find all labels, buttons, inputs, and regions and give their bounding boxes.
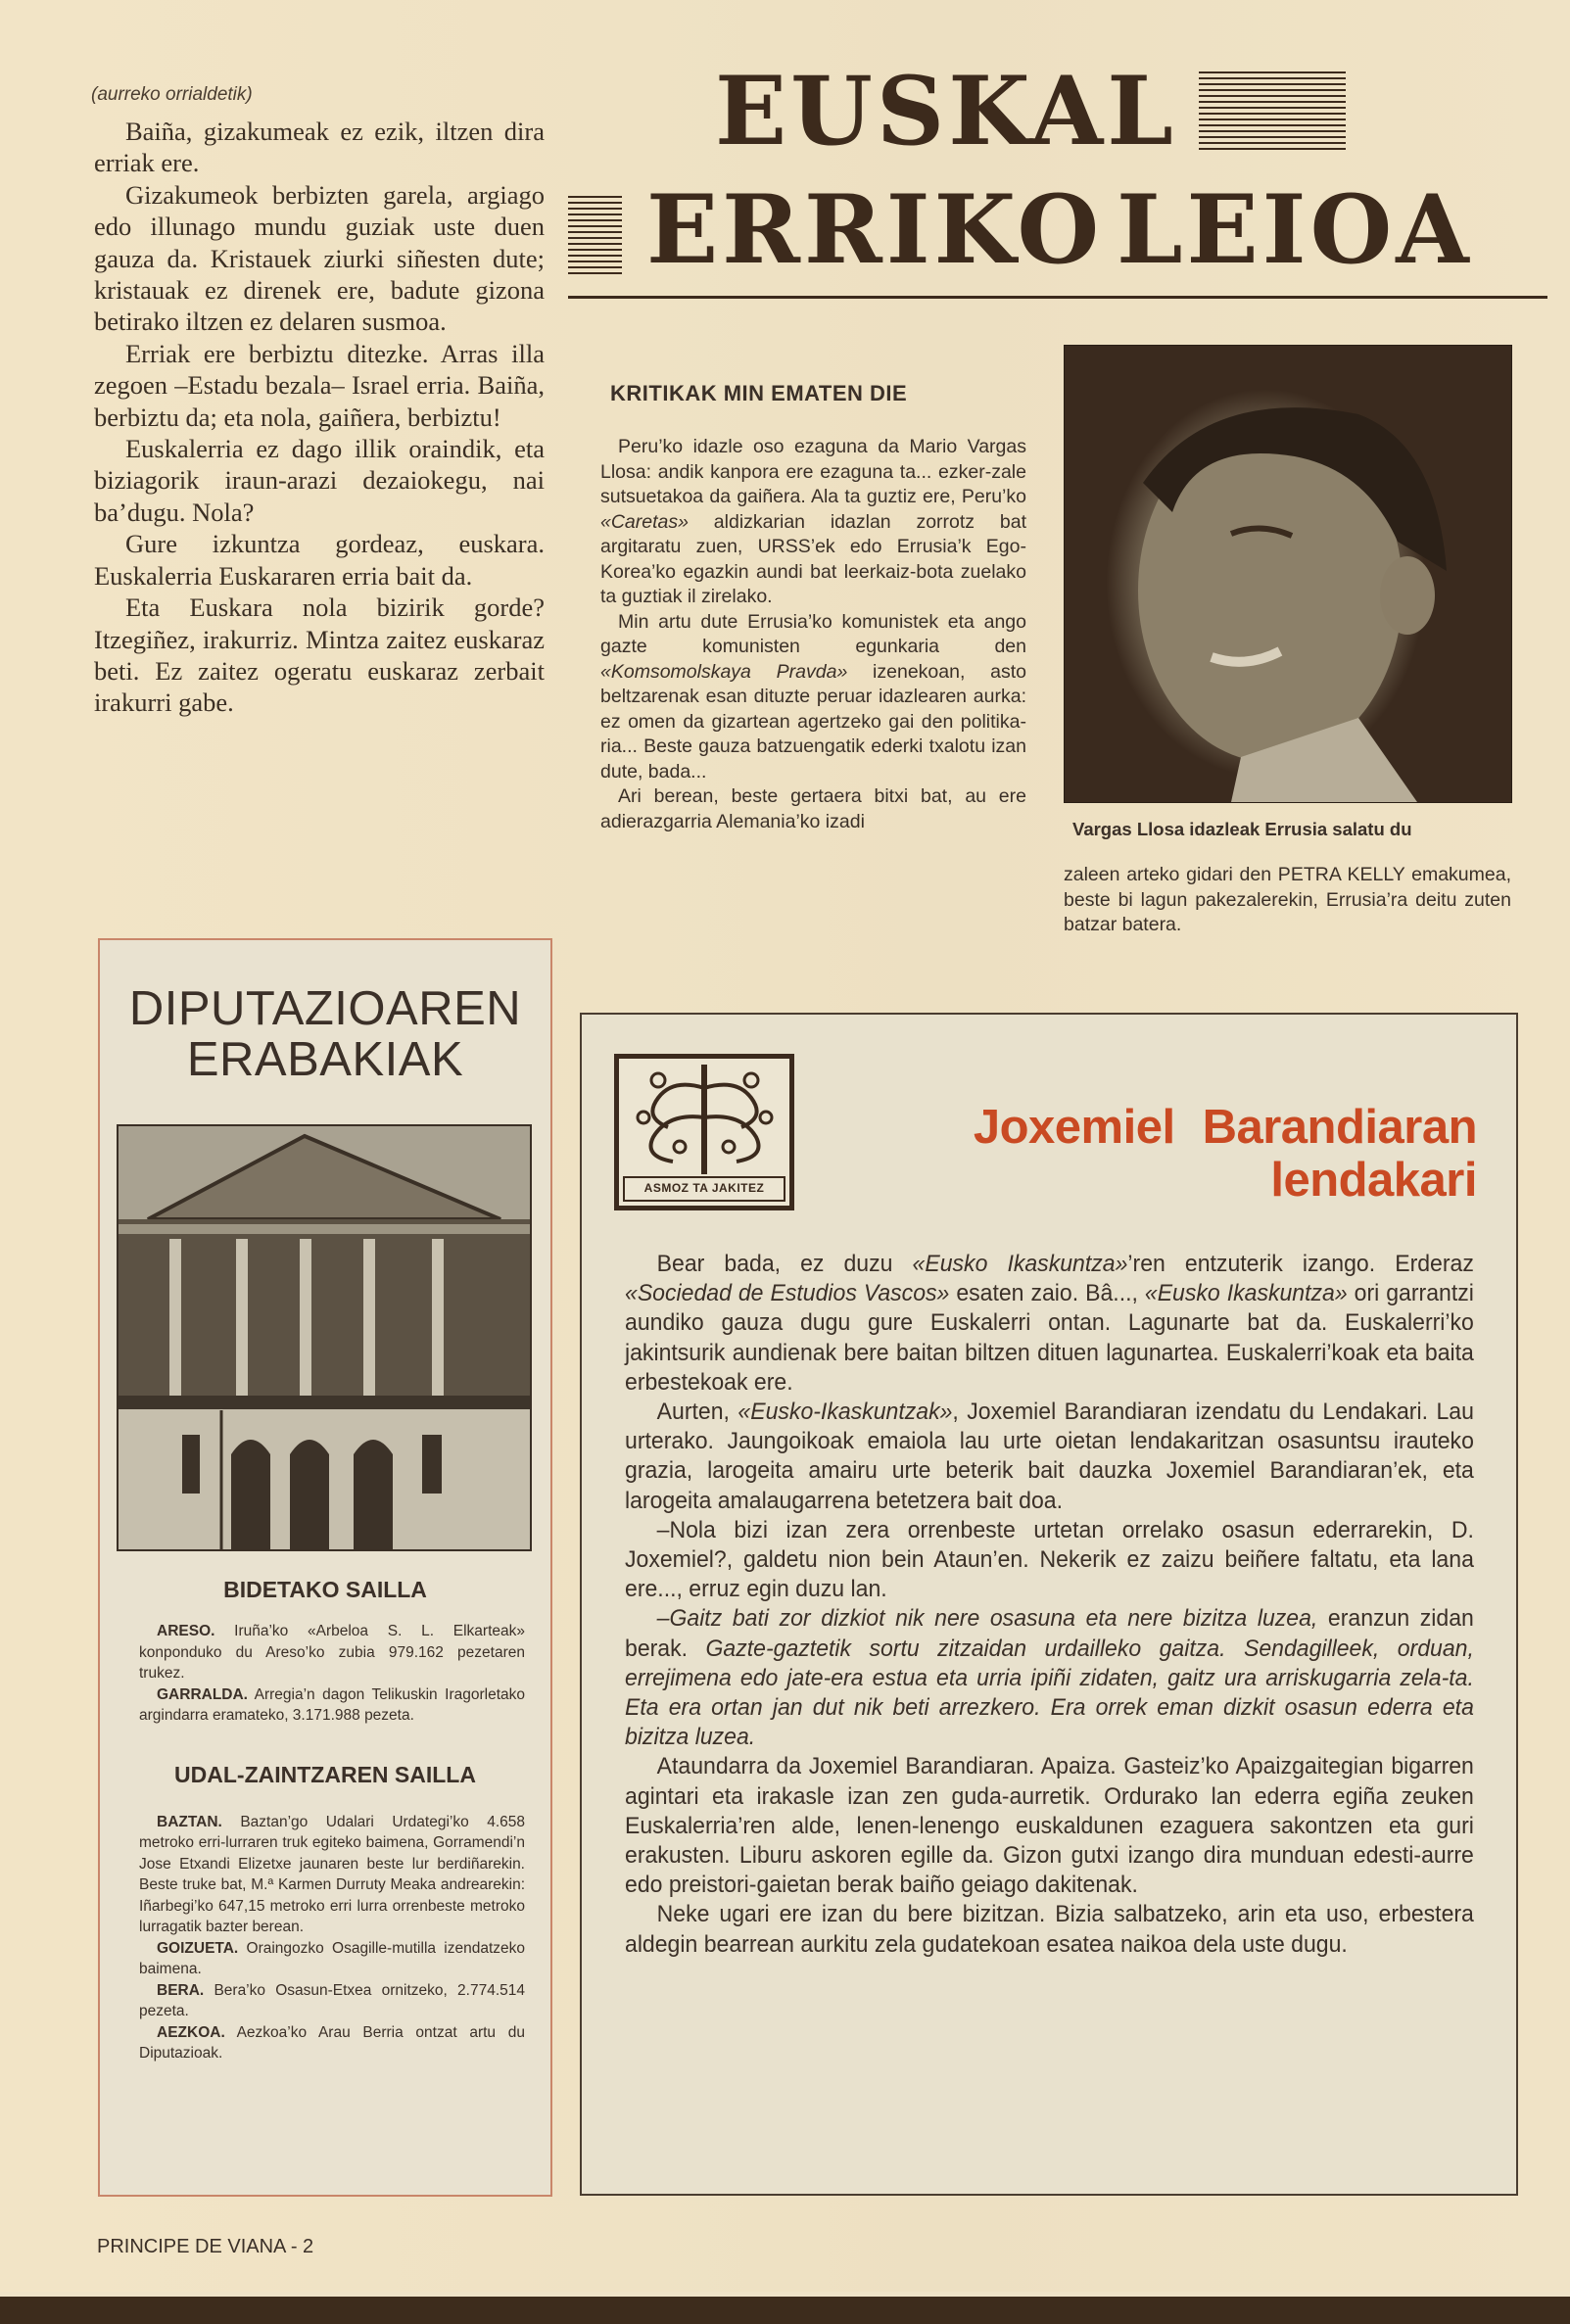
text-run: aldizkarian idazlan zorrotz bat argitaratu zuen, URSS’ek edo Errusia’k Ego-Korea’ko egazkin aundi bat leerkaiz-bota zuelako ta guztiak il zirelako. [600, 510, 1026, 607]
column [363, 1239, 375, 1396]
masthead-word-leioa: LEIOA [1117, 174, 1473, 285]
entry-place: GOIZUETA. [157, 1939, 239, 1957]
building-illustration [119, 1126, 530, 1549]
entry-text: Iruña’ko «Arbeloa S. L. Elkarteak» konponduko du Areso’ko zubia 979.162 pezetaren trukez. [139, 1623, 525, 1682]
article-paragraph [600, 610, 1026, 785]
entry-text: Baztan’go Udalari Urdategi’ko 4.658 metroko erri-lurraren truk egiteko baimena, Gorramendi’n Jose Etxandi Elizetxe jaunaren beste lur berdiñarekin. Beste truke bat, M.ª Karmen Durruty Meaka andrearekin: Iñarbegi’ko 647,15 metroko erri lurra orrenbeste metroko lurragatik bazter berean. [139, 1813, 525, 1935]
arch-door [354, 1440, 393, 1549]
portrait-illustration [1065, 346, 1511, 802]
italic-run: –Gaitz bati zor dizkiot nik nere osasuna eta nere bizitza luzea, [656, 1605, 1318, 1633]
decision-entry [139, 1812, 525, 1938]
barandiaran-article-body [625, 1250, 1474, 1960]
masthead-line-1 [715, 53, 1346, 170]
arch-door [231, 1440, 270, 1549]
entry-text: Arregia’n dagon Telikuskin Iragorletako argindarra eramateko, 3.171.988 pezeta. [139, 1685, 525, 1724]
lead-paragraph: Gure izkuntza gordeaz, euskara. Euskalerria Euskararen erria bait da. [94, 529, 545, 591]
kritikak-article-continuation [1064, 863, 1511, 938]
italic-run: Gazte-gaztetik sortu zitzaidan urdailleko gaitza. Sendagilleek, orduan, errejimena edo jate-era estua eta urria ipiñi zidaten, gaitz ura arriskugarria zela-ta. Eta era ortan jan dut nik beti arrezkero. Era orrek eman dizkit osasun ederra eta bizitza luzea. [625, 1635, 1474, 1751]
text-run: Min artu dute Errusia’ko komunistek eta ango gazte komunisten egunkaria den [600, 610, 1026, 657]
column [432, 1239, 444, 1396]
box-title-line: DIPUTAZIOAREN [128, 982, 522, 1035]
text-run: ’ren entzuterik izango. Erderaz [1127, 1251, 1474, 1277]
headline-word: Barandiaran [1202, 1101, 1477, 1154]
masthead-rule [568, 296, 1547, 299]
ear-shape [1380, 556, 1435, 635]
text-run: Peru’ko idazle oso ezaguna da Mario Vargas Llosa: andik kanpora ere ezaguna ta... ezker-zale sutsuetakoa da gaiñera. Ala ta guztiz ere, Peru’ko [600, 436, 1026, 507]
lead-paragraph: Gizakumeok berbizten garela, argiago edo illunago mundu guziak uste duen gauza da. Kristauek ziurki siñesten dute; kristauak ez direnek ere, badute gizona betirako iltzen ez delaren susmoa. [94, 179, 545, 337]
text-run: Aurten, [656, 1399, 738, 1426]
column [236, 1239, 248, 1396]
article-paragraph [625, 1250, 1474, 1398]
article-paragraph: Ataundarra da Joxemiel Barandiaran. Apaiza. Gasteiz’ko Apaizgaitegian bigarren agintari eta irakasle izan zen guda-aurretik. Ordurako lan ederra egiña zeuken Euskalerria’ren alde, lenen-lenengo euskaldunen ezaguera sakontzen eta guri erakusten. Liburu askoren egille da. Gizon gutxi izango dira munduan edesti-aurre edo preistori-gaietan berak baiño geiago dakitenak. [625, 1753, 1474, 1899]
article-paragraph [625, 1398, 1474, 1516]
entry-place: GARRALDA. [157, 1685, 248, 1703]
window [182, 1435, 200, 1494]
section-entries [139, 1621, 525, 1727]
logo-motto: ASMOZ TA JAKITEZ [623, 1176, 785, 1202]
decision-entry [139, 2022, 525, 2064]
column [169, 1239, 181, 1396]
page-footer: PRINCIPE DE VIANA - 2 [97, 2236, 314, 2257]
italic-run: «Eusko Ikaskuntza» [912, 1251, 1128, 1277]
column [300, 1239, 311, 1396]
article-paragraph: Ari berean, beste gertaera bitxi bat, au ere adierazgarria Alemania’ko izadi [600, 785, 1026, 832]
publication-name: «Caretas» [600, 510, 689, 533]
page-bottom-edge [0, 2297, 1570, 2324]
masthead-stripes-right [1199, 71, 1346, 152]
decision-entry [139, 1621, 525, 1684]
tree-emblem-icon [619, 1059, 789, 1176]
article-headline [889, 1101, 1477, 1207]
entry-text: Bera’ko Osasun-Etxea ornitzeko, 2.774.514 pezeta. [139, 1981, 525, 2019]
masthead-stripes-left [568, 196, 622, 276]
window [422, 1435, 442, 1494]
decision-entry [139, 1980, 525, 2022]
lead-article-body [94, 116, 545, 719]
entry-text: Aezkoa’ko Arau Berria ontzat artu du Diputazioak. [139, 2023, 525, 2062]
text-run: , Joxemiel Barandiaran izendatu du Lendakari. Lau urterako. Jaungoikoak emaiola lau urte oietan lendakaritzan osasuntsu irauteko grazia, larogeita amairu urte beterik bait dauzka Joxemiel Barandiaran’ek, eta larogeita amalaugarrena betetzera bait doa. [625, 1399, 1474, 1514]
article-paragraph [600, 435, 1026, 610]
entry-place: AEZKOA. [157, 2023, 225, 2041]
lead-paragraph: Eta Euskara nola bizirik gorde? Itzegiñez, irakurriz. Mintza zaitez euskaraz beti. Ez zaitez ogeratu euskaraz zerbait irakurri gabe. [94, 593, 545, 718]
cornice [119, 1224, 530, 1234]
headline-line: lendakari [1270, 1154, 1477, 1207]
publication-name: «Komsomolskaya Pravda» [600, 660, 848, 683]
entry-text: Oraingozko Osagille-mutilla izendatzeko baimena. [139, 1939, 525, 1977]
lead-paragraph: Erriak ere berbiztu ditezke. Arras illa zegoen –Estadu bezala– Israel erria. Baiña, berbiztu da; eta nola, gaiñera, berbiztu! [94, 338, 545, 432]
section-entries [139, 1812, 525, 2064]
text-run: eranzun zidan berak. [625, 1605, 1474, 1662]
box-title-line: ERABAKIAK [186, 1033, 464, 1086]
text-run: izenekoan, asto beltzarenak esan dituzte peruar idazlearen aurka: ez omen da gizartean agertzeko gai den politikaria... Beste gauza batzuengatik ederki txalotu izan dute, bada... [600, 660, 1026, 783]
entry-place: BERA. [157, 1981, 205, 1999]
masthead [568, 56, 1547, 304]
box-title [100, 983, 550, 1085]
decision-entry [139, 1684, 525, 1727]
text-run: ori garrantzi aundiko gauza dugu gure Euskalerri ontan. Lagunarte bat da. Euskalerri’ko jakintsurik aundienak bere baitan biltzen dituen lagunartea. Euskalerri’koak eta baita erbestekoak ere. [625, 1280, 1474, 1396]
headline-word: Joxemiel [973, 1101, 1175, 1154]
building-photo-diputazioa [117, 1124, 532, 1551]
lead-paragraph: Euskalerria ez dago illik oraindik, eta biziagorik iraun-arazi dezaiokegu, nai ba’dugu. Nola? [94, 434, 545, 527]
arch-door [290, 1440, 329, 1549]
photo-caption: Vargas Llosa idazleak Errusia salatu du [1072, 819, 1412, 839]
diputazioa-decisions-box [98, 938, 552, 2197]
section-heading: BIDETAKO SAILLA [223, 1577, 427, 1602]
barandiaran-article-box [580, 1013, 1518, 2196]
article-paragraph: zaleen arteko gidari den PETRA KELLY emakumea, beste bi lagun pakezalerekin, Errusia’ra deitu zuten batzar batera. [1064, 864, 1511, 935]
eusko-ikaskuntza-logo [614, 1054, 794, 1210]
masthead-word-euskal: EUSKAL [715, 56, 1177, 166]
article-paragraph: –Nola bizi izan zera orrenbeste urtetan orrelako osasun ederrarekin, D. Joxemiel?, galdetu nion bein Ataun’en. Nekerik ez zaizu beiñere faltatu, eta lana ere..., erruz egin duzu lan. [625, 1516, 1474, 1603]
italic-run: «Eusko Ikaskuntza» [1144, 1280, 1348, 1307]
section-heading: UDAL-ZAINTZAREN SAILLA [174, 1761, 476, 1787]
kritikak-article-body [600, 435, 1026, 834]
portrait-photo-vargas-llosa [1064, 345, 1512, 803]
decision-entry [139, 1938, 525, 1980]
article-paragraph: Neke ugari ere izan du bere bizitzan. Bizia salbatzeko, arin eta uso, erbestera aldegin bearrean aurkitu zela gudatekoan esatea naikoa dela uste dugu. [625, 1901, 1474, 1958]
article-headline: KRITIKAK MIN EMATEN DIE [610, 381, 908, 405]
entry-place: ARESO. [157, 1623, 215, 1639]
text-run: esaten zaio. Bâ..., [949, 1280, 1145, 1307]
italic-run: «Eusko-Ikaskuntzak» [737, 1399, 953, 1426]
entry-place: BAZTAN. [157, 1813, 222, 1830]
headline-line [889, 1101, 1477, 1154]
balcony [119, 1396, 530, 1409]
lead-paragraph: Baiña, gizakumeak ez ezik, iltzen dira erriak ere. [94, 117, 545, 178]
italic-run: «Sociedad de Estudios Vascos» [625, 1280, 950, 1307]
text-run: Bear bada, ez duzu [656, 1251, 913, 1277]
article-paragraph [625, 1604, 1474, 1752]
continued-from-previous-page: (aurreko orrialdetik) [91, 84, 253, 105]
masthead-word-erriko: ERRIKO [646, 174, 1104, 285]
